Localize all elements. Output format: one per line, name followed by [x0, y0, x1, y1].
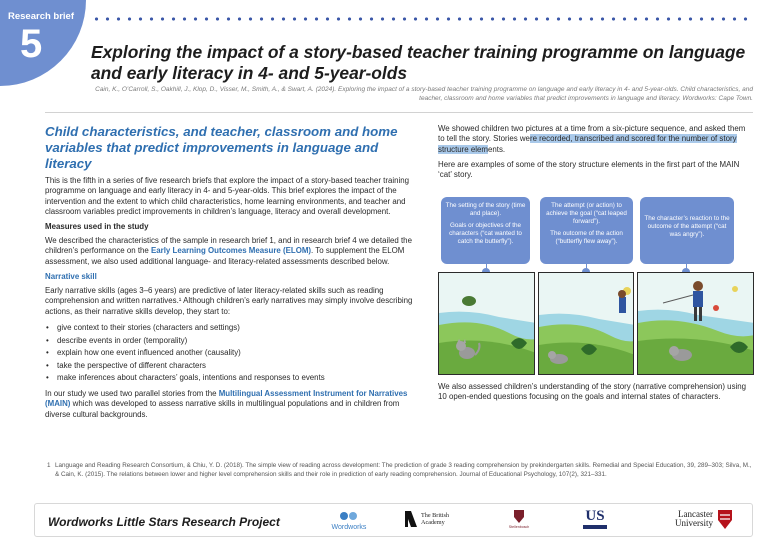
measures-text-pre: We described the characteristics of the sample in research brief 1, and in research brief 4 we detailed the children’s performance on the [45, 236, 412, 256]
elom-link[interactable]: Early Learning Outcomes Measure (ELOM) [151, 246, 312, 256]
cat-and-bird-illustration [439, 273, 535, 375]
footer-title: Wordworks Little Stars Research Project [48, 515, 280, 529]
story-panel-3 [637, 272, 754, 375]
story-element-bubble [640, 197, 734, 264]
para-text-pre: We showed children two pictures at a time from a six-picture sequence, and asked them to tell the story. Stories we [438, 124, 746, 144]
story-figure [438, 197, 754, 375]
bubble-text: Goals or objectives of the characters (“cat wanted to catch the butterfly”). [449, 222, 522, 245]
main-paragraph [45, 389, 413, 420]
logo-text: The British Academy [421, 512, 450, 526]
narrative-skills-list [45, 322, 413, 385]
footnote [47, 462, 757, 479]
logo-text: Wordworks [331, 524, 367, 531]
bubble-text: The outcome of the action (“butterfly flew away”). [550, 230, 623, 245]
footer-bar [34, 503, 753, 537]
british-academy-icon [404, 510, 418, 528]
bubble-text: The attempt (or action) to achieve the goal (“cat leaped forward”). [546, 202, 627, 225]
list-item: • explain how one event influenced another (causality) [45, 347, 413, 360]
citation: Cain, K., O’Carroll, S., Oakhill, J., Klop, D., Visser, M., Smith, A., & Swart, A. (2024). Exploring the impact of a story-based teacher training programme on language and early literacy in 4- and 5-year-olds. Child characteristics, and teacher, classroom and home variables that predict improvements in language and literacy. Wordworks: Cape Town. [95, 86, 753, 102]
para-text-post: ents. [488, 144, 506, 154]
footnote-number: 1 [47, 462, 51, 469]
story-element-bubble [540, 197, 633, 264]
measures-heading: Measures used in the study [45, 222, 149, 232]
logo-text: Lancaster University [675, 509, 713, 528]
story-element-bubble [441, 197, 530, 264]
footnote-text: Language and Reading Research Consortium, & Chiu, Y. D. (2018). The simple view of reading across development: The prediction of grade 3 reading comprehension by prekindergarten skills. Remedial and Special Education, 39, 289–303; Silva, M., & Cain, K. (2015). The relations between lower and higher level comprehension skills and their role in prediction of early reading comprehension. Journal of Educational Psychology, 107(2), 321–331. [55, 462, 752, 478]
main-link[interactable]: Multilingual Assessment Instrument for Narratives (MAIN) [45, 388, 408, 409]
header-rule [45, 112, 753, 113]
narrative-heading: Narrative skill [45, 272, 97, 282]
logo-underline [583, 525, 607, 529]
list-item: • make inferences about characters’ goals, intentions and responses to events [45, 372, 413, 385]
story-method-paragraph [438, 124, 754, 155]
left-column [45, 124, 413, 425]
cat-leaping-illustration [539, 273, 634, 375]
badge-label: Research brief [8, 11, 75, 22]
main-text-post: which was developed to assess narrative skills in multilingual populations and in children from diverse cultural backgrounds. [45, 399, 400, 419]
story-panel-1 [438, 272, 535, 375]
shield-icon [717, 509, 733, 529]
badge-number: 5 [20, 22, 43, 66]
highlighted-text[interactable]: re recorded, transcribed and scored for the number of story structure elem [438, 134, 737, 154]
logo-text: Stellenbosch [508, 525, 530, 529]
list-item: • take the perspective of different characters [45, 360, 413, 373]
story-panel-2 [538, 272, 634, 375]
british-academy-logo [404, 510, 464, 528]
research-brief-badge [0, 0, 86, 86]
page-title: Exploring the impact of a story-based teacher training programme on language and early literacy in 4- and 5-year-olds [91, 42, 746, 83]
list-item: • give context to their stories (characters and settings) [45, 322, 413, 335]
right-column [438, 124, 754, 185]
boy-and-cat-illustration [638, 273, 754, 375]
comprehension-paragraph: We also assessed children’s understanding of the story (narrative comprehension) using 10 open-ended questions focusing on the goals and internal states of characters. [438, 382, 747, 402]
us-logo [575, 508, 615, 529]
examples-paragraph: Here are examples of some of the story structure elements in the first part of the MAIN ‘cat’ story. [438, 159, 740, 180]
section-heading: Child characteristics, and teacher, classroom and home variables that predict improvements in language and literacy [45, 124, 398, 171]
dotted-divider [91, 16, 753, 22]
measures-paragraph [45, 236, 413, 267]
wordworks-logo [323, 510, 375, 531]
narrative-paragraph: Early narrative skills (ages 3–6 years) are predictive of later literacy-related skills such as reading comprehension and written narratives.¹ Although children’s early narratives may simply involve describing actions, as their narrative skills develop, they start to: [45, 286, 413, 316]
wordworks-icon [338, 510, 360, 522]
bubble-text: The setting of the story (time and place). [445, 202, 526, 217]
list-item: • describe events in order (temporality) [45, 335, 413, 348]
shield-icon [512, 509, 526, 523]
measures-text-post: . To supplement the ELOM assessment, we also used additional language- and literacy-related assessments described below. [45, 246, 405, 266]
bubble-text: The character’s reaction to the outcome of the attempt (“cat was angry”). [644, 215, 730, 238]
main-text-pre: In our study we used two parallel stories from the [45, 388, 219, 398]
stellenbosch-logo [499, 509, 539, 529]
lancaster-logo [643, 509, 749, 529]
logo-text: US [585, 508, 605, 524]
intro-paragraph: This is the fifth in a series of five research briefs that explore the impact of a story-based teacher training programme on language and early literacy in 4- and 5-year-olds. This brief explores the impact of the intervention and the extent to which child characteristics, home learning environments, and teacher and classroom variables predict improvements in children’s language, literacy and overall development. [45, 176, 410, 216]
